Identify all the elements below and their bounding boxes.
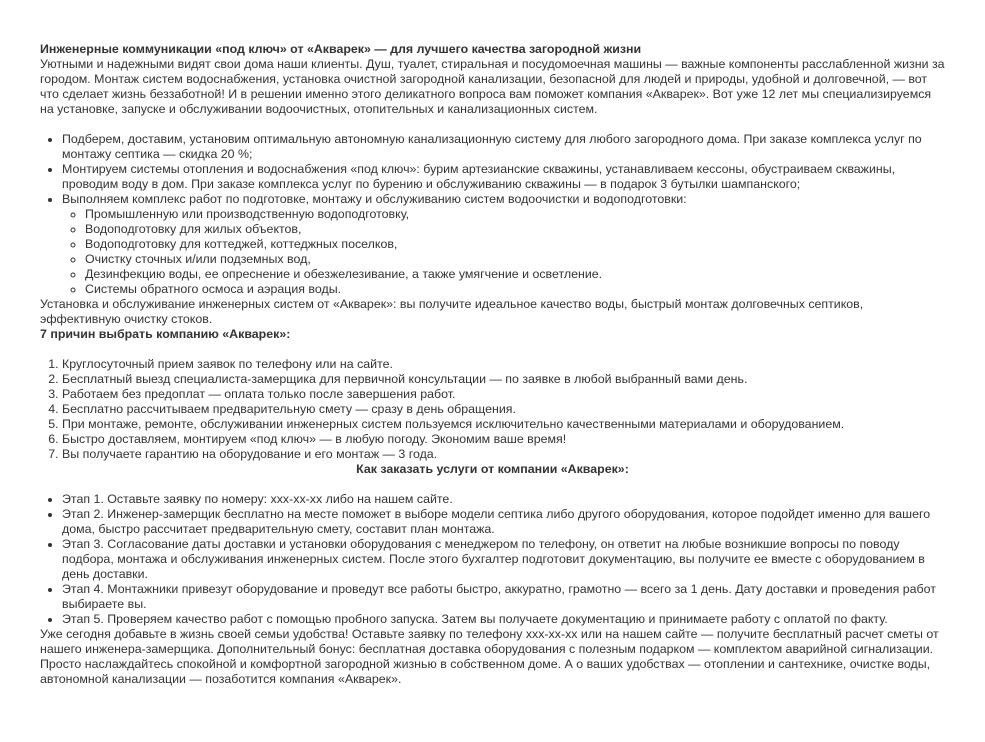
list-item: 7. Вы получаете гарантию на оборудование и его монтаж — 3 года.: [62, 447, 945, 462]
list-item: • Этап 2. Инженер-замерщик бесплатно на месте поможет в выборе модели септика либо другого оборудования, которое подойдет именно для вашего дома, быстро рассчитает предварительную смету, составит план монтажа.: [62, 507, 945, 537]
list-item-label: Выполняем комплекс работ по подготовке, монтажу и обслуживанию систем водоочистки и водоподготовки:: [62, 192, 687, 206]
list-item: • Подберем, доставим, установим оптимальную автономную канализационную систему для любого загородного дома. При заказе комплекса услуг по монтажу септика — скидка 20 %;: [62, 132, 945, 162]
list-item: • Монтируем системы отопления и водоснабжения «под ключ»: бурим артезианские скважины, устанавливаем кессоны, обустраиваем скважины, проводим воду в дом. При заказе комплекса услуг по бурению и обслуживанию скважины — в подарок 3 бутылки шампанского;: [62, 162, 945, 192]
sub-list-item: ◦ Дезинфекцию воды, ее опреснение и обезжелезивание, а также умягчение и осветление.: [85, 267, 945, 282]
article: [40, 42, 945, 687]
sub-list-item: ◦ Промышленную или производственную водоподготовку,: [85, 207, 945, 222]
list-item: • Этап 3. Согласование даты доставки и установки оборудования с менеджером по телефону, он ответит на любые возникшие вопросы по поводу подбора, монтажа и обслуживания инженерных систем. После этого бухгалтер подготовит документацию, вы получите ее вместе с оборудованием в день доставки.: [62, 537, 945, 582]
list-item: • Этап 1. Оставьте заявку по номеру: ххх-хх-хх либо на нашем сайте.: [62, 492, 945, 507]
list-item: • Этап 4. Монтажники привезут оборудование и проведут все работы быстро, аккуратно, грамотно — всего за 1 день. Дату доставки и проведения работ выбираете вы.: [62, 582, 945, 612]
services-summary: Установка и обслуживание инженерных систем от «Акварек»: вы получите идеальное качество воды, быстрый монтаж долговечных септиков, эффективную очистку стоков.: [40, 297, 864, 326]
order-heading: Как заказать услуги от компании «Акварек»:: [356, 462, 629, 476]
sub-list-item: ◦ Системы обратного осмоса и аэрация воды.: [85, 282, 945, 297]
spacer: [40, 477, 945, 492]
list-item: 2. Бесплатный выезд специалиста-замерщика для первичной консультации — по заявке в любой выбранный вами день.: [62, 372, 945, 387]
order-steps-list: [40, 492, 945, 627]
list-item: 1. Круглосуточный прием заявок по телефону или на сайте.: [62, 357, 945, 372]
spacer: [40, 117, 945, 132]
list-item: 5. При монтаже, ремонте, обслуживании инженерных систем пользуемся исключительно качественными материалами и оборудованием.: [62, 417, 945, 432]
spacer: [40, 342, 945, 357]
page-title: Инженерные коммуникации «под ключ» от «Акварек» — для лучшего качества загородной жизни: [40, 42, 642, 56]
list-item: • Этап 5. Проверяем качество работ с помощью пробного запуска. Затем вы получаете документацию и принимаете работу с оплатой по факту.: [62, 612, 945, 627]
reasons-heading: 7 причин выбрать компанию «Акварек»:: [40, 327, 291, 341]
sub-list-item: ◦ Водоподготовку для коттеджей, коттеджных поселков,: [85, 237, 945, 252]
intro-paragraph: Уютными и надежными видят свои дома наши клиенты. Душ, туалет, стиральная и посудомоечная машины — важные компоненты расслабленной жизни за городом. Монтаж систем водоснабжения, установка очистной загородной канализации, безопасной для людей и природы, удобной и долговечной, — вот что сделает жизнь беззаботной! И в решении именно этого деликатного вопроса вам поможет компания «Акварек». Вот уже 12 лет мы специализируемся на установке, запуске и обслуживании водоочистных, отопительных и канализационных систем.: [40, 57, 945, 116]
closing-paragraph: Уже сегодня добавьте в жизнь своей семьи удобства! Оставьте заявку по телефону ххх-хх-хх или на нашем сайте — получите бесплатный расчет сметы от нашего инженера-замерщика. Дополнительный бонус: бесплатная доставка оборудования с полезным подарком — комплектом аварийной сигнализации. Просто наслаждайтесь спокойной и комфортной загородной жизнью в собственном доме. А о ваших удобствах — отоплении и сантехнике, очистке воды, автономной канализации — позаботится компания «Акварек».: [40, 627, 939, 686]
reasons-list: [40, 357, 945, 462]
list-item: 4. Бесплатно рассчитываем предварительную смету — сразу в день обращения.: [62, 402, 945, 417]
list-item: 3. Работаем без предоплат — оплата только после завершения работ.: [62, 387, 945, 402]
water-treatment-sublist: [62, 207, 945, 297]
sub-list-item: ◦ Водоподготовку для жилых объектов,: [85, 222, 945, 237]
services-list: [40, 132, 945, 297]
list-item: [62, 192, 945, 297]
sub-list-item: ◦ Очистку сточных и/или подземных вод,: [85, 252, 945, 267]
list-item: 6. Быстро доставляем, монтируем «под ключ» — в любую погоду. Экономим ваше время!: [62, 432, 945, 447]
